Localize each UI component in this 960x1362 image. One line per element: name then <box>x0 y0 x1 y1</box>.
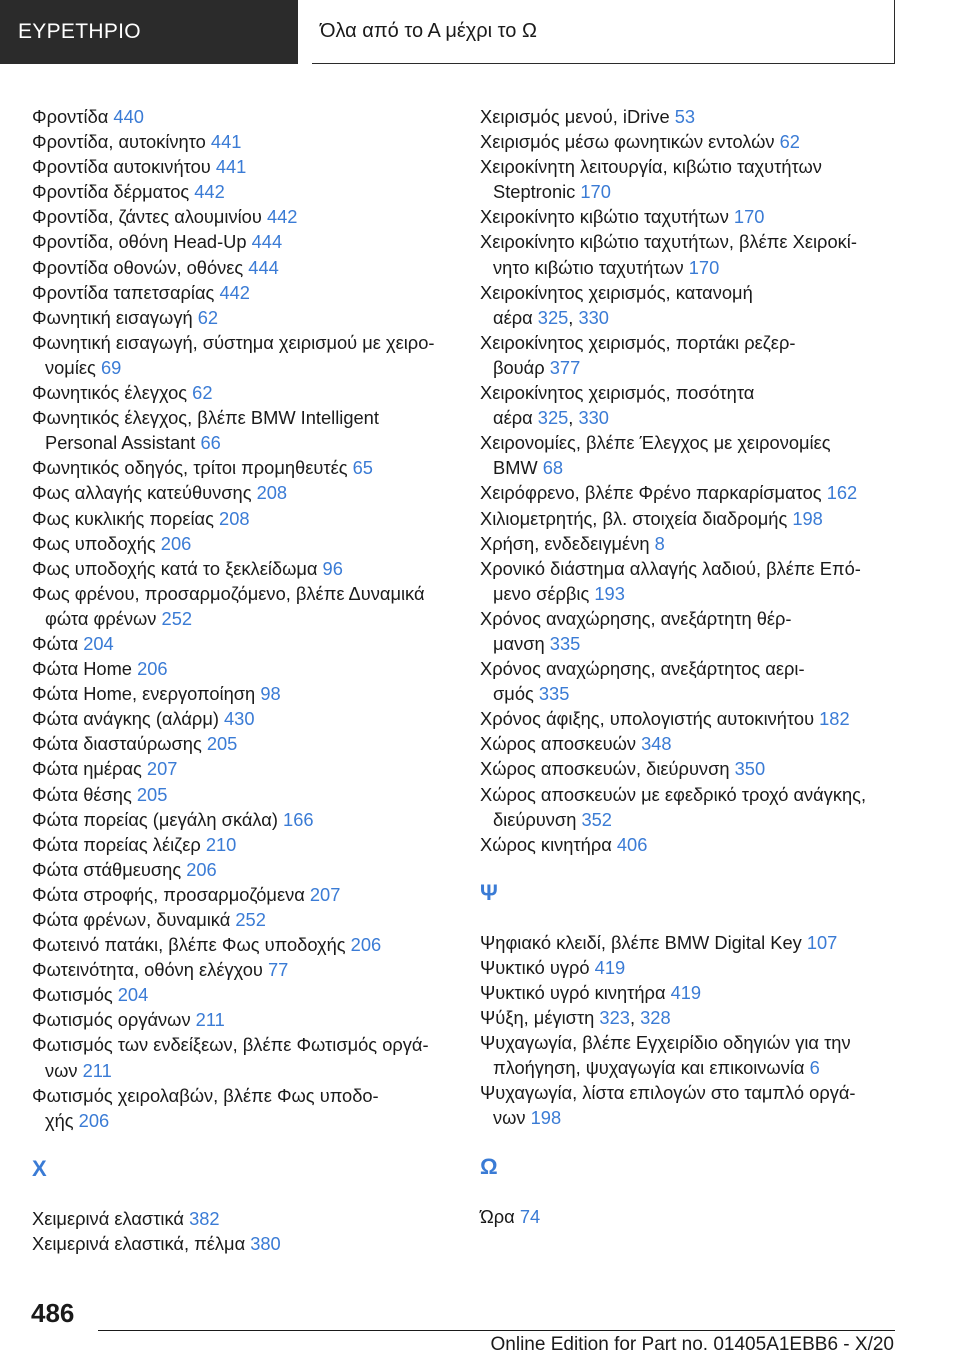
index-entry-term: Ψηφιακό κλειδί, βλέπε BMW Digital Key <box>480 931 807 953</box>
index-entry <box>32 280 460 305</box>
index-entry-term: Χρονικό διάστημα αλλαγής λαδιού, βλέπε Επό- <box>480 557 861 579</box>
index-entry <box>480 556 900 606</box>
index-column-right <box>480 104 900 1229</box>
index-section-letter: Χ <box>32 1155 47 1181</box>
page-reference-link[interactable]: 208 <box>256 482 288 504</box>
page-reference-link[interactable]: 330 <box>578 306 609 328</box>
index-entry <box>480 229 900 279</box>
index-entry-term: Χειροκίνητος χειρισμός, πορτάκι ρεζερ- <box>480 331 796 353</box>
index-entry-term: Φώτα <box>32 632 84 654</box>
page-reference-link[interactable]: 170 <box>733 206 765 228</box>
index-entry <box>32 1032 460 1082</box>
index-entry-term: Χρόνος άφιξης, υπολογιστής αυτοκινήτου <box>480 708 820 730</box>
page-reference-link[interactable]: 182 <box>819 708 850 730</box>
index-entry <box>32 506 460 531</box>
index-entry <box>480 756 900 781</box>
index-entry <box>480 706 900 731</box>
index-entry-term: Φώτα στάθμευσης <box>32 858 187 880</box>
page-reference-link[interactable]: 252 <box>161 607 193 629</box>
index-entry <box>480 506 900 531</box>
index-entry <box>32 204 460 229</box>
page-reference-link[interactable]: 193 <box>594 582 625 604</box>
page-reference-link[interactable]: 207 <box>146 758 178 780</box>
index-entry <box>32 631 460 656</box>
index-entry <box>32 480 460 505</box>
page-reference-link[interactable]: 205 <box>136 783 168 805</box>
index-entry <box>480 1204 900 1229</box>
index-entry-term: Χειροκίνητος χειρισμός, κατανομή <box>480 281 753 303</box>
index-entry <box>480 430 900 480</box>
index-entry <box>32 982 460 1007</box>
index-entry <box>32 405 460 455</box>
page-reference-link[interactable]: 325 <box>537 306 569 328</box>
index-entry-term: Ψυκτικό υγρό <box>480 956 595 978</box>
page-reference-link[interactable]: 441 <box>215 156 247 178</box>
index-entry-term: Steptronic <box>493 181 581 203</box>
page-reference-link[interactable]: 211 <box>82 1059 112 1081</box>
page-reference-link[interactable]: 335 <box>538 683 570 705</box>
index-entry <box>480 955 900 980</box>
index-entry-term: νων <box>45 1059 83 1081</box>
page-reference-link[interactable]: 69 <box>100 356 122 378</box>
page-reference-link[interactable]: 211 <box>195 1009 225 1031</box>
index-entry-term: σμός <box>493 683 539 705</box>
page-reference-link[interactable]: 442 <box>194 181 225 203</box>
index-entry <box>480 1080 900 1130</box>
page-reference-link[interactable]: 68 <box>542 457 564 479</box>
index-entry-term: Ώρα <box>480 1205 520 1227</box>
index-entry-term: Φως υποδοχής κατά το ξεκλείδωμα <box>32 557 323 579</box>
index-entry <box>32 1007 460 1032</box>
page-reference-link[interactable]: 198 <box>792 507 823 529</box>
page-reference-link[interactable]: 206 <box>160 532 192 554</box>
page-reference-link[interactable]: 166 <box>283 808 314 830</box>
page-reference-link[interactable]: 444 <box>248 256 279 278</box>
index-entry <box>480 129 900 154</box>
index-entry-term: Φωτισμός χειρολαβών, βλέπε Φως υποδο- <box>32 1084 379 1106</box>
index-entry: Χειροκίνητος χειρισμός, ποσότητα αέρα 325, 330 <box>480 382 755 429</box>
page-reference-link[interactable]: 352 <box>581 808 612 830</box>
index-entry-term: χής <box>45 1109 79 1131</box>
index-entry <box>32 731 460 756</box>
page-reference-link[interactable]: 442 <box>266 206 298 228</box>
index-entry <box>32 330 460 380</box>
index-entry-term: Φροντίδα, αυτοκίνητο <box>32 131 211 153</box>
index-entry-term: Φωνητική εισαγωγή, σύστημα χειρισμού με χειρο- <box>32 331 435 353</box>
page-reference-link[interactable]: 206 <box>78 1109 110 1131</box>
page-reference-link[interactable]: 62 <box>192 382 213 404</box>
index-entry <box>32 305 460 330</box>
index-entry <box>32 756 460 781</box>
page-reference-link[interactable]: 206 <box>137 658 168 680</box>
page-reference-link[interactable]: 96 <box>322 557 343 579</box>
index-section-letter: Ω <box>480 1153 498 1179</box>
index-entry <box>32 380 460 405</box>
index-entry-term: Φωτεινότητα, οθόνη ελέγχου <box>32 959 268 981</box>
index-entry-term: νητο κιβώτιο ταχυτήτων <box>493 256 689 278</box>
page-reference-link[interactable]: 53 <box>674 106 696 127</box>
index-entry-term: διεύρυνση <box>493 808 582 830</box>
index-entry-term: αέρα <box>493 407 538 429</box>
index-entry-term: φώτα φρένων <box>45 607 162 629</box>
index-entry-term: Χρήση, ενδεδειγμένη <box>480 532 655 554</box>
page-reference-link[interactable]: 419 <box>594 956 626 978</box>
page-reference-link[interactable]: 206 <box>350 934 382 956</box>
page-reference-link[interactable]: 6 <box>809 1057 820 1079</box>
index-entry-term: Φωνητικός έλεγχος <box>32 382 193 404</box>
index-entry <box>32 455 460 480</box>
index-entry-term: Φως υποδοχής <box>32 532 161 554</box>
index-entry <box>480 1030 900 1080</box>
page-reference-link[interactable]: 208 <box>219 507 250 529</box>
page-reference-link[interactable]: 204 <box>83 632 114 654</box>
page-reference-link[interactable]: 252 <box>235 909 266 930</box>
page-reference-link[interactable]: 210 <box>205 833 237 855</box>
index-entry-term: Φωτισμός οργάνων <box>32 1009 196 1031</box>
index-entry <box>32 581 460 631</box>
index-entry <box>32 882 460 907</box>
page-reference-link[interactable]: 204 <box>117 984 149 1006</box>
index-entry-term: πλοήγηση, ψυχαγωγία και επικοινωνία <box>493 1057 810 1079</box>
index-entry-term: Χιλιομετρητής, βλ. στοιχεία διαδρομής <box>480 507 793 529</box>
index-entry-term: Ψυκτικό υγρό κινητήρα <box>480 982 671 1003</box>
index-entry-term: Φροντίδα, ζάντες αλουμινίου <box>32 206 267 228</box>
index-entry-term: Χειροκίνητη λειτουργία, κιβώτιο ταχυτήτων <box>480 156 822 178</box>
index-entry-term: Φως αλλαγής κατεύθυνσης <box>32 482 257 504</box>
page-reference-link[interactable]: 62 <box>197 306 219 328</box>
index-entry <box>32 656 460 681</box>
index-entry <box>32 932 460 957</box>
page-reference-link[interactable]: 430 <box>224 708 255 730</box>
index-entry-term: Χειρόφρενο, βλέπε Φρένο παρκαρίσματος <box>480 482 827 504</box>
page-reference-link[interactable]: 8 <box>654 532 665 554</box>
index-entry <box>480 930 900 955</box>
index-entry: Χειροκίνητος χειρισμός, κατανομή αέρα 325, 330 <box>480 281 753 328</box>
index-entry-term: Χειρισμός μενού, iDrive <box>480 106 675 127</box>
index-entry-term: Χειροκίνητος χειρισμός, ποσότητα <box>480 382 755 404</box>
footer-edition: Online Edition for Part no. 01405A1EBB6 - X/20 <box>490 1334 894 1355</box>
index-entry-term: Φώτα ανάγκης (αλάρμ) <box>32 708 225 730</box>
index-entry <box>32 154 460 179</box>
index-entry <box>32 1231 460 1256</box>
section-tab[interactable] <box>0 0 298 64</box>
index-entry <box>32 706 460 731</box>
index-entry <box>480 832 900 857</box>
index-entry-term: Φώτα φρένων, δυναμικά <box>32 909 236 930</box>
index-entry: Ψύξη, μέγιστη 323, 328 <box>480 1007 671 1029</box>
index-section-letter: Ψ <box>480 879 498 905</box>
footer-divider <box>98 1330 895 1331</box>
index-entry <box>32 832 460 857</box>
index-entry-term: Φροντίδα αυτοκινήτου <box>32 156 216 178</box>
index-entry-term: Φωτισμός των ενδείξεων, βλέπε Φωτισμός οργά- <box>32 1034 429 1056</box>
page-reference-link[interactable]: 98 <box>260 683 281 705</box>
index-entry-term: μενο σέρβις <box>493 582 595 604</box>
index-entry-term: Χειροκίνητο κιβώτιο ταχυτήτων, βλέπε Χειροκί- <box>480 231 857 253</box>
page-reference-link[interactable]: 335 <box>549 632 581 654</box>
index-entry <box>480 980 900 1005</box>
page-reference-link[interactable]: 77 <box>267 959 289 981</box>
page-reference-link[interactable]: 170 <box>580 181 611 203</box>
index-entry-term: βουάρ <box>493 356 550 378</box>
index-entry-term: Φώτα πορείας λέιζερ <box>32 833 206 855</box>
index-entry <box>32 229 460 254</box>
index-entry-term: Φωτισμός <box>32 984 118 1006</box>
index-entry <box>32 556 460 581</box>
index-entry-term: Φωνητικός οδηγός, τρίτοι προμηθευτές <box>32 457 353 479</box>
index-entry-term: Φωνητικός έλεγχος, βλέπε BMW Intelligent <box>32 407 379 429</box>
page-reference-link[interactable]: 107 <box>806 931 838 953</box>
index-entry-term: Φως κυκλικής πορείας <box>32 507 220 529</box>
page-reference-link[interactable]: 377 <box>549 356 581 378</box>
index-entry-term: Χώρος κινητήρα <box>480 833 617 855</box>
page-number: 486 <box>31 1298 75 1328</box>
index-entry <box>32 782 460 807</box>
index-entry-term: Ψυχαγωγία, βλέπε Εγχειρίδιο οδηγιών για την <box>480 1032 851 1054</box>
index-entry <box>480 782 900 832</box>
page-reference-link[interactable]: 207 <box>309 883 341 905</box>
page-reference-link[interactable]: 380 <box>250 1232 281 1254</box>
page-reference-link[interactable]: 442 <box>219 281 250 303</box>
page-reference-link[interactable]: 325 <box>537 407 569 429</box>
index-entry <box>480 606 900 656</box>
index-entry <box>32 857 460 882</box>
page-reference-link[interactable]: 330 <box>578 407 609 429</box>
index-entry <box>32 531 460 556</box>
index-entry <box>32 104 460 129</box>
page-reference-link[interactable]: 328 <box>640 1007 671 1029</box>
page-reference-link[interactable]: 66 <box>200 432 221 454</box>
page-reference-link[interactable]: 323 <box>599 1007 630 1029</box>
page-reference-link[interactable]: 441 <box>210 131 242 153</box>
index-entry <box>480 731 900 756</box>
index-entry-term: νομίες <box>45 356 101 378</box>
page-reference-link[interactable]: 198 <box>530 1107 562 1129</box>
index-entry-term: μανση <box>493 632 550 654</box>
page-reference-link[interactable]: 65 <box>352 457 373 479</box>
index-entry-term: Ψύξη, μέγιστη <box>480 1007 600 1029</box>
page-reference-link[interactable]: 205 <box>206 733 238 755</box>
page-reference-link[interactable]: 444 <box>251 231 283 253</box>
index-entry <box>32 907 460 932</box>
index-entry <box>32 957 460 982</box>
index-entry-term: Φως φρένου, προσαρμοζόμενο, βλέπε Δυναμικά <box>32 582 425 604</box>
index-entry-term: Φώτα στροφής, προσαρμοζόμενα <box>32 883 310 905</box>
page-reference-link[interactable]: 382 <box>189 1207 220 1229</box>
index-entry-term: Φωτεινό πατάκι, βλέπε Φως υποδοχής <box>32 934 351 956</box>
index-entry-term: Χειμερινά ελαστικά <box>32 1207 190 1229</box>
page-reference-link[interactable]: 440 <box>113 106 144 127</box>
section-title: ΕΥΡΕΤΗΡΙΟ <box>18 20 141 43</box>
index-entry <box>32 179 460 204</box>
index-entry <box>32 1083 460 1133</box>
index-entry <box>480 531 900 556</box>
index-entry <box>480 480 900 505</box>
index-entry-term: Φροντίδα, οθόνη Head-Up <box>32 231 252 253</box>
index-column-left <box>32 104 460 1256</box>
index-entry <box>32 1206 460 1231</box>
index-entry-term: Χειμερινά ελαστικά, πέλμα <box>32 1232 251 1254</box>
index-entry-term: Χώρος αποσκευών με εφεδρικό τροχό ανάγκης, <box>480 783 867 805</box>
index-entry <box>32 681 460 706</box>
index-entry-term: Φροντίδα δέρματος <box>32 181 195 203</box>
index-entry-term: Φροντίδα ταπετσαρίας <box>32 281 220 303</box>
page-reference-link[interactable]: 206 <box>186 858 217 880</box>
index-entry-term: Χρόνος αναχώρησης, ανεξάρτητη θέρ- <box>480 607 792 629</box>
index-entry-term: Χρόνος αναχώρησης, ανεξάρτητος αερι- <box>480 658 805 680</box>
page-reference-link[interactable]: 348 <box>641 733 672 755</box>
page-reference-link[interactable]: 74 <box>519 1205 541 1227</box>
index-entry-term: Φώτα θέσης <box>32 783 137 805</box>
index-entry-term: Χώρος αποσκευών <box>480 733 642 755</box>
index-entry-term: BMW <box>493 457 543 479</box>
page-reference-link[interactable]: 406 <box>616 833 648 855</box>
index-entry-term: Φώτα διασταύρωσης <box>32 733 207 755</box>
index-entry-term: νων <box>493 1107 531 1129</box>
page-reference-link[interactable]: 162 <box>826 482 858 504</box>
index-entry-term: Ψυχαγωγία, λίστα επιλογών στο ταμπλό οργά- <box>480 1082 856 1104</box>
index-entry-term: Χειροκίνητο κιβώτιο ταχυτήτων <box>480 206 734 228</box>
page-reference-link[interactable]: 62 <box>779 131 800 153</box>
index-entry-term: Χειρισμός μέσω φωνητικών εντολών <box>480 131 780 153</box>
page-reference-link[interactable]: 170 <box>688 256 720 278</box>
page-reference-link[interactable]: 419 <box>670 982 702 1003</box>
index-entry-term: Φώτα πορείας (μεγάλη σκάλα) <box>32 808 284 830</box>
index-entry-term: Χώρος αποσκευών, διεύρυνση <box>480 758 735 780</box>
index-entry <box>32 807 460 832</box>
index-entry <box>480 656 900 706</box>
index-entry <box>480 330 900 380</box>
index-entry <box>480 204 900 229</box>
index-entry <box>32 129 460 154</box>
index-entry <box>480 154 900 204</box>
section-subtitle-box <box>312 0 895 64</box>
page-reference-link[interactable]: 350 <box>734 758 766 780</box>
index-entry-term: Φώτα Home, ενεργοποίηση <box>32 683 261 705</box>
section-subtitle: Όλα από το Α μέχρι το Ω <box>320 20 537 42</box>
index-entry-term: Φροντίδα οθονών, οθόνες <box>32 256 249 278</box>
index-entry-term: Χειρονομίες, βλέπε Έλεγχος με χειρονομίες <box>480 432 831 454</box>
index-entry-term: Personal Assistant <box>45 432 201 454</box>
index-entry-term: Φωνητική εισαγωγή <box>32 306 198 328</box>
index-entry-term: Φώτα ημέρας <box>32 758 147 780</box>
index-entry-term: Φώτα Home <box>32 658 138 680</box>
index-entry <box>32 255 460 280</box>
index-entry-term: αέρα <box>493 306 538 328</box>
index-entry-term: Φροντίδα <box>32 106 114 127</box>
index-entry <box>480 104 900 129</box>
